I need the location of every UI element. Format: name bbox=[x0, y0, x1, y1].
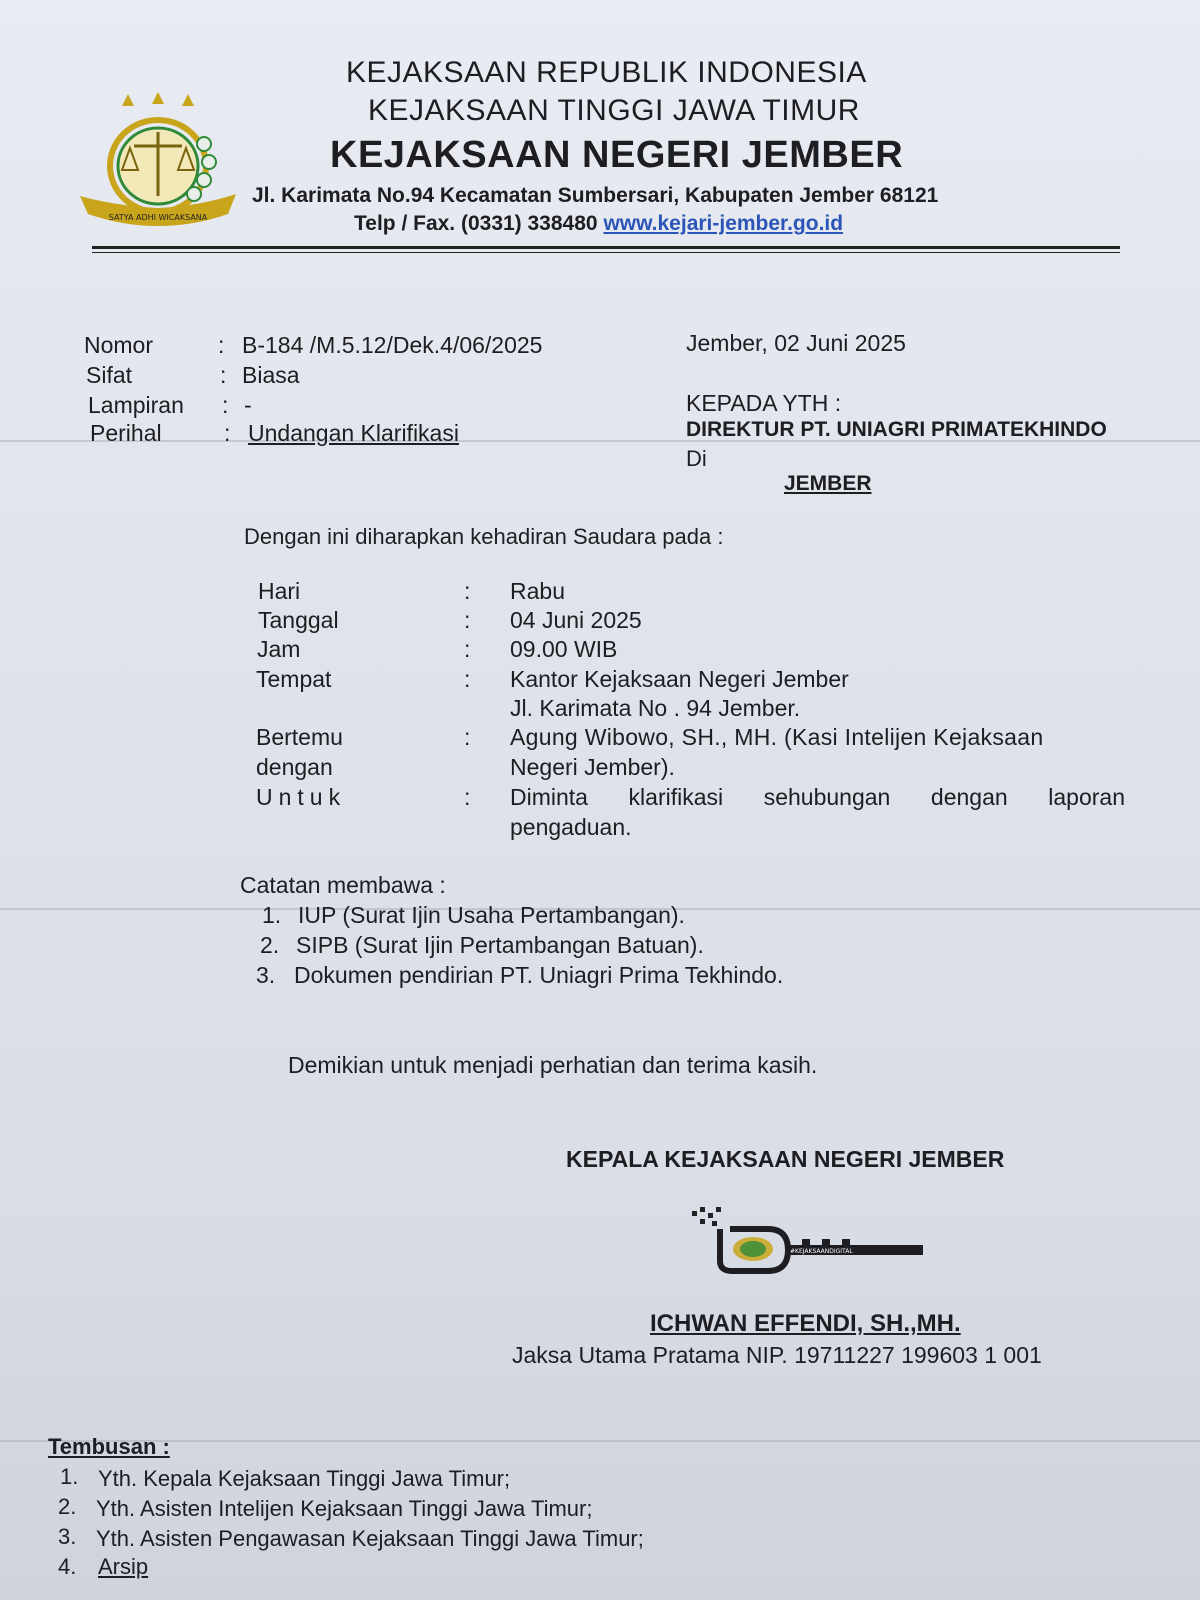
cc-item: Yth. Asisten Intelijen Kejaksaan Tinggi Jawa Timur; bbox=[96, 1496, 593, 1521]
detail-value-jam: 09.00 WIB bbox=[510, 636, 618, 662]
meta-value-sifat: Biasa bbox=[242, 362, 300, 388]
recipient-city: JEMBER bbox=[784, 472, 872, 495]
detail-label-jam: Jam bbox=[257, 636, 301, 662]
detail-sep: : bbox=[464, 724, 471, 750]
note-number: 1. bbox=[262, 902, 282, 928]
notes-title: Catatan membawa : bbox=[240, 872, 446, 898]
cc-number: 3. bbox=[58, 1524, 77, 1549]
recipient-di: Di bbox=[686, 446, 707, 471]
note-item: SIPB (Surat Ijin Pertambangan Batuan). bbox=[296, 932, 704, 958]
recipient-name: DIREKTUR PT. UNIAGRI PRIMATEKHINDO bbox=[686, 418, 1107, 441]
detail-label-tempat: Tempat bbox=[256, 666, 332, 692]
detail-label-untuk: Untuk bbox=[256, 784, 347, 810]
signatory-title: KEPALA KEJAKSAAN NEGERI JEMBER bbox=[566, 1146, 1005, 1172]
detail-label-bertemu: Bertemu bbox=[256, 724, 343, 750]
detail-sep: : bbox=[464, 666, 471, 692]
cc-item: Arsip bbox=[98, 1554, 149, 1579]
stamp-text: #KEJAKSAANDIGITAL bbox=[790, 1248, 853, 1255]
detail-label-tanggal: Tanggal bbox=[258, 607, 339, 633]
note-number: 3. bbox=[256, 962, 276, 988]
detail-value-hari: Rabu bbox=[510, 578, 565, 604]
meta-sep: : bbox=[222, 392, 229, 418]
meta-label-sifat: Sifat bbox=[86, 362, 133, 388]
detail-sep: : bbox=[464, 784, 471, 810]
cc-item: Yth. Kepala Kejaksaan Tinggi Jawa Timur; bbox=[98, 1466, 511, 1491]
invitation-intro: Dengan ini diharapkan kehadiran Saudara pada : bbox=[244, 524, 724, 549]
note-number: 2. bbox=[260, 932, 280, 958]
place-date: Jember, 02 Juni 2025 bbox=[686, 330, 906, 356]
digital-signature-stamp-icon bbox=[690, 1205, 935, 1285]
meta-value-lampiran: - bbox=[244, 392, 252, 418]
cc-title: Tembusan : bbox=[48, 1434, 170, 1459]
kejaksaan-emblem-icon bbox=[76, 88, 241, 238]
meta-value-perihal: Undangan Klarifikasi bbox=[248, 420, 459, 446]
website-link[interactable]: www.kejari-jember.go.id bbox=[603, 212, 844, 235]
letterhead-line2: KEJAKSAAN TINGGI JAWA TIMUR bbox=[368, 94, 860, 127]
detail-value-tempat-2: Jl. Karimata No . 94 Jember. bbox=[510, 695, 801, 721]
meta-sep: : bbox=[218, 332, 225, 358]
emblem-motto: SATYA ADHI WICAKSANA bbox=[108, 213, 208, 222]
meta-label-nomor: Nomor bbox=[84, 332, 154, 358]
signatory-name: ICHWAN EFFENDI, SH.,MH. bbox=[650, 1310, 961, 1337]
letterhead-phone: Telp / Fax. (0331) 338480 bbox=[354, 212, 598, 235]
note-item: IUP (Surat Ijin Usaha Pertambangan). bbox=[298, 902, 685, 928]
letterhead-line1: KEJAKSAAN REPUBLIK INDONESIA bbox=[346, 56, 867, 89]
cc-number: 2. bbox=[58, 1494, 77, 1519]
letterhead-address: Jl. Karimata No.94 Kecamatan Sumbersari, Kabupaten Jember 68121 bbox=[252, 184, 939, 207]
meta-label-lampiran: Lampiran bbox=[88, 392, 184, 418]
paper-fold bbox=[0, 1440, 1200, 1442]
detail-value-bertemu-1: Agung Wibowo, SH., MH. (Kasi Intelijen Kejaksaan bbox=[510, 724, 1044, 750]
detail-value-tanggal: 04 Juni 2025 bbox=[510, 607, 642, 633]
recipient-kepada: KEPADA YTH : bbox=[686, 390, 842, 416]
cc-number: 1. bbox=[60, 1464, 79, 1489]
detail-sep: : bbox=[464, 607, 471, 633]
header-divider bbox=[92, 246, 1120, 249]
detail-label-hari: Hari bbox=[258, 578, 301, 604]
letterhead-contact bbox=[354, 212, 843, 236]
letterhead-office-name: KEJAKSAAN NEGERI JEMBER bbox=[330, 134, 904, 176]
detail-value-bertemu-2: Negeri Jember). bbox=[510, 754, 675, 780]
meta-value-nomor: B-184 /M.5.12/Dek.4/06/2025 bbox=[242, 332, 543, 358]
detail-value-untuk-2: pengaduan. bbox=[510, 814, 632, 840]
note-item: Dokumen pendirian PT. Uniagri Prima Tekhindo. bbox=[294, 962, 784, 988]
meta-label-perihal: Perihal bbox=[90, 420, 162, 446]
signatory-position: Jaksa Utama Pratama NIP. 19711227 199603 1 001 bbox=[512, 1342, 1042, 1368]
detail-sep: : bbox=[464, 636, 471, 662]
detail-sep: : bbox=[464, 578, 471, 604]
detail-value-untuk-1: Diminta klarifikasi sehubungan dengan laporan bbox=[510, 784, 1125, 810]
meta-sep: : bbox=[220, 362, 227, 388]
cc-number: 4. bbox=[58, 1554, 77, 1579]
cc-item: Yth. Asisten Pengawasan Kejaksaan Tinggi Jawa Timur; bbox=[96, 1526, 644, 1551]
detail-value-tempat-1: Kantor Kejaksaan Negeri Jember bbox=[510, 666, 849, 692]
meta-sep: : bbox=[224, 420, 231, 446]
header-divider-thin bbox=[92, 252, 1120, 253]
detail-label-dengan: dengan bbox=[256, 754, 333, 780]
closing-sentence: Demikian untuk menjadi perhatian dan terima kasih. bbox=[288, 1052, 818, 1078]
